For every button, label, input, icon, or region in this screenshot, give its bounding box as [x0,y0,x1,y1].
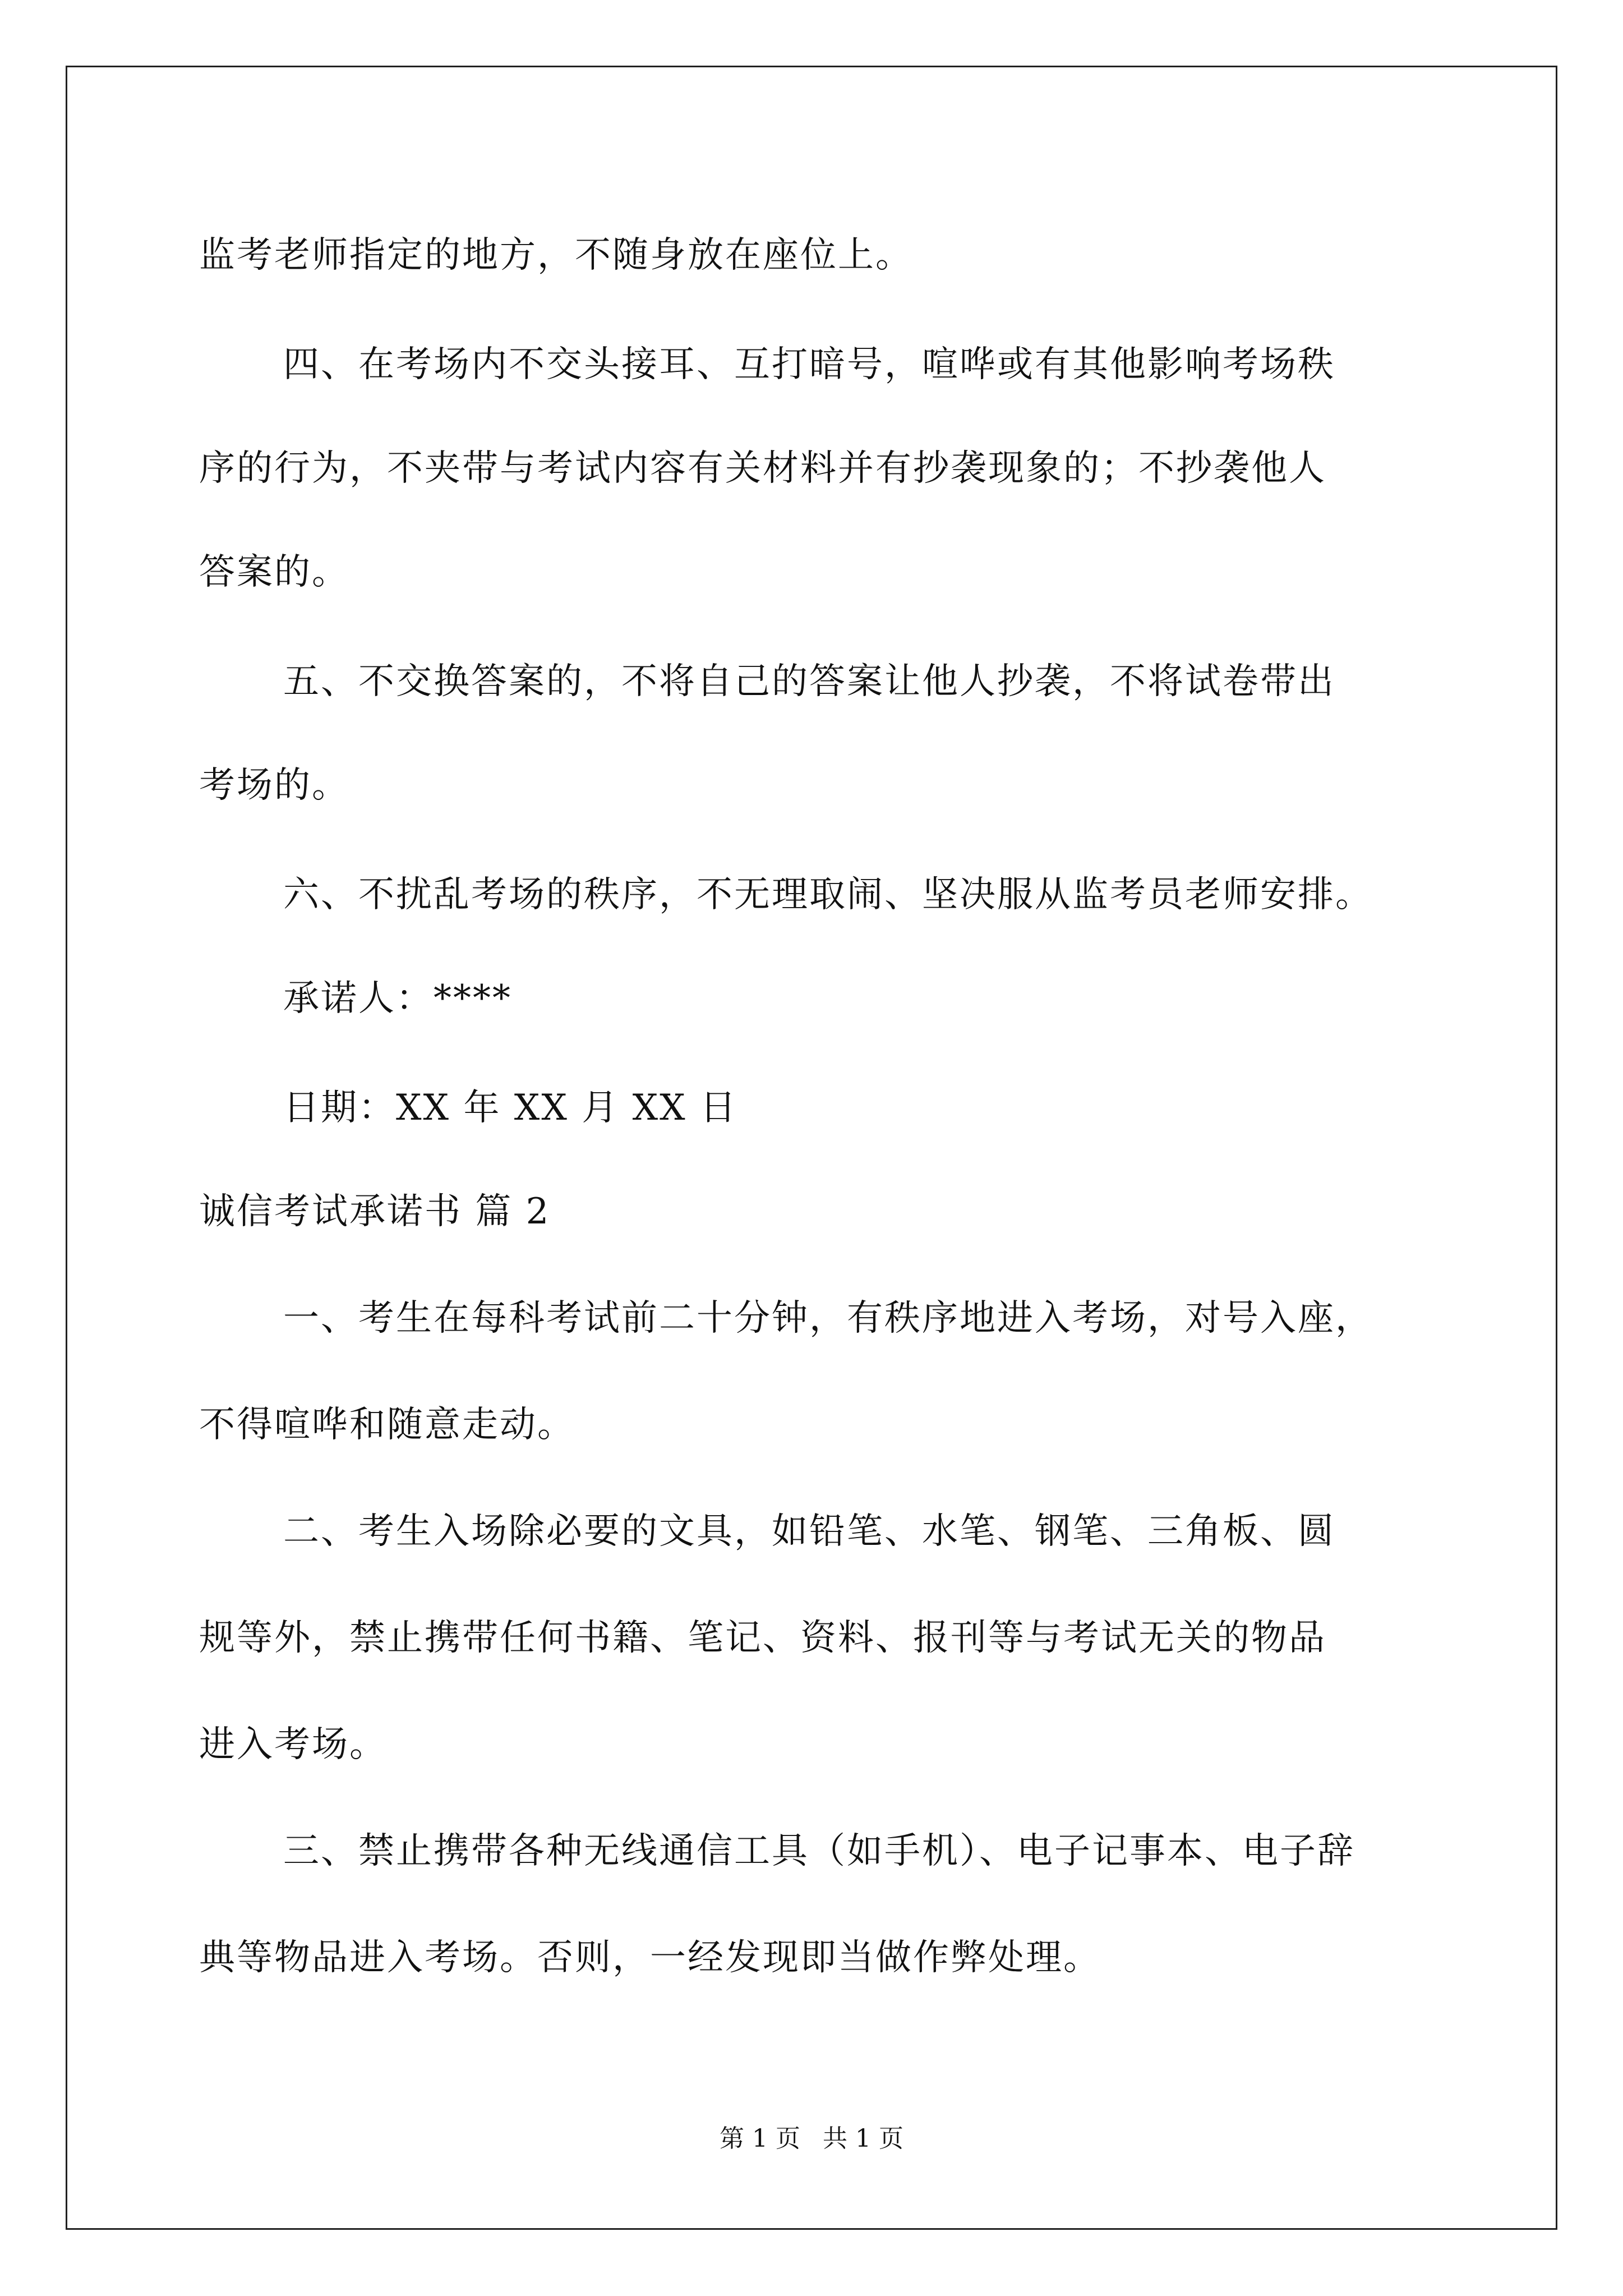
body-line-item-two-cont: 规等外，禁止携带任何书籍、笔记、资料、报刊等与考试无关的物品 [199,1617,1326,1659]
body-line-item-one: 一、考生在每科考试前二十分钟，有秩序地进入考场，对号入座， [283,1297,1373,1339]
body-line-item-one-end: 不得喧哗和随意走动。 [199,1404,575,1446]
page-number: 第 1 页 [720,2124,800,2153]
body-line-item-two: 二、考生入场除必要的文具，如铅笔、水笔、钢笔、三角板、圆 [283,1511,1335,1552]
body-line-item-three: 三、禁止携带各种无线通信工具（如手机）、电子记事本、电子辞 [283,1830,1355,1872]
body-line-item-three-end: 典等物品进入考场。否则，一经发现即当做作弊处理。 [199,1937,1101,1978]
body-line-item-two-end: 进入考场。 [199,1724,387,1765]
body-line-item-five-end: 考场的。 [199,765,349,806]
body-line-continuation: 监考老师指定的地方，不随身放在座位上。 [199,234,913,276]
page-total: 共 1 页 [823,2124,903,2153]
page-border [66,66,1557,2230]
date-line: 日期：XX 年 XX 月 XX 日 [283,1087,738,1129]
promisor-line: 承诺人：**** [283,978,512,1019]
body-line-item-four-cont: 序的行为，不夹带与考试内容有关材料并有抄袭现象的；不抄袭他人 [199,448,1326,489]
section-heading: 诚信考试承诺书 篇 2 [199,1191,551,1232]
body-line-item-five: 五、不交换答案的，不将自己的答案让他人抄袭，不将试卷带出 [283,661,1335,702]
body-line-item-four: 四、在考场内不交头接耳、互打暗号，喧哗或有其他影响考场秩 [283,344,1335,385]
page-footer [0,2123,1623,2155]
body-line-item-four-end: 答案的。 [199,551,349,593]
body-line-item-six: 六、不扰乱考场的秩序，不无理取闹、坚决服从监考员老师安排。 [283,874,1373,915]
